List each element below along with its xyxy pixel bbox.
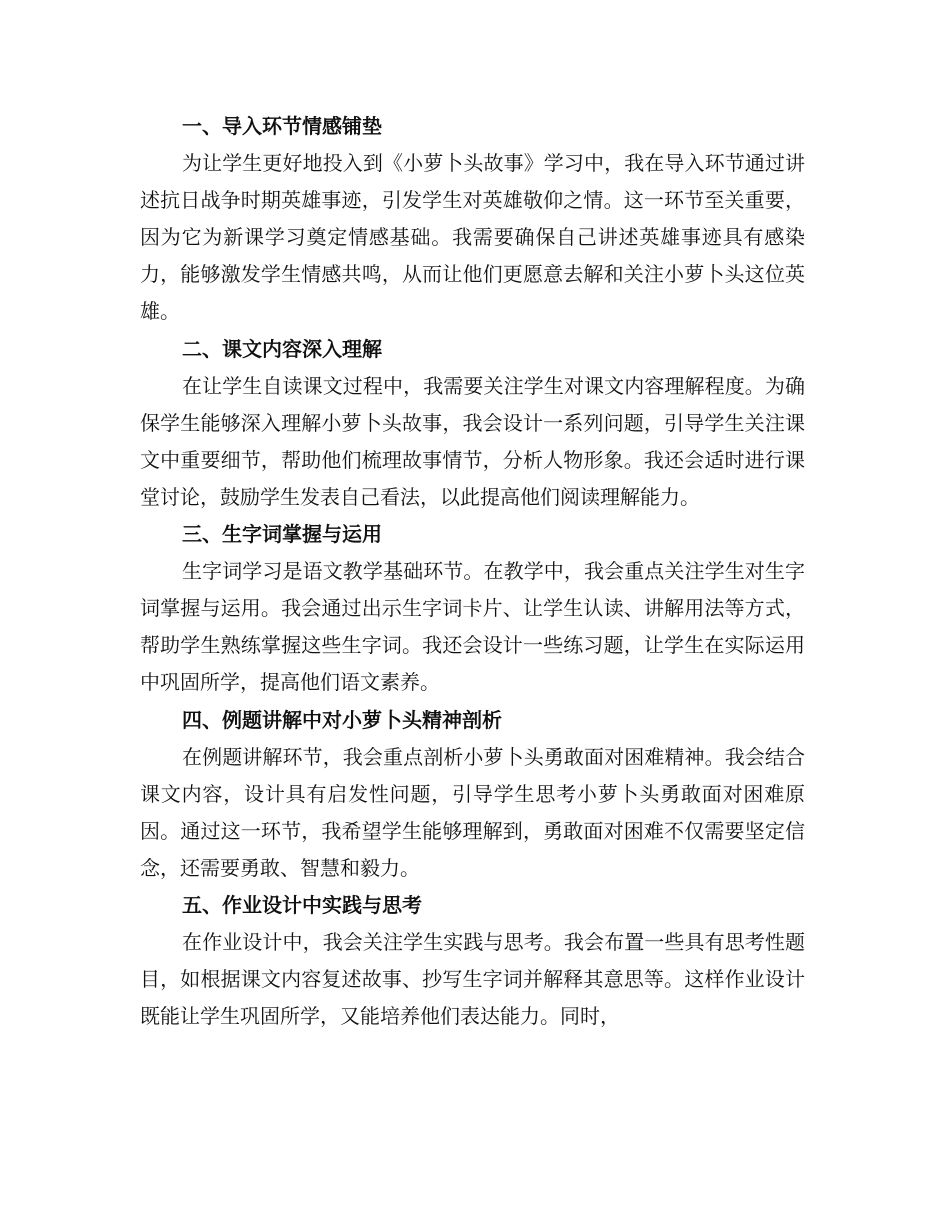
section-4 <box>140 702 805 887</box>
section-paragraph: 在让学生自读课文过程中，我需要关注学生对课文内容理解程度。为确保学生能够深入理解小萝卜头故事，我会设计一系列问题，引导学生关注课文中重要细节，帮助他们梳理故事情节，分析人物形象。我还会适时进行课堂讨论，鼓励学生发表自己看法，以此提高他们阅读理解能力。 <box>140 373 805 509</box>
section-heading: 五、作业设计中实践与思考 <box>182 892 422 917</box>
section-paragraph: 生字词学习是语文教学基础环节。在教学中，我会重点关注学生对生字词掌握与运用。我会通过出示生字词卡片、让学生认读、讲解用法等方式，帮助学生熟练掌握这些生字词。我还会设计一些练习题，让学生在实际运用中巩固所学，提高他们语文素养。 <box>140 559 805 695</box>
section-5 <box>140 887 805 1035</box>
section-paragraph: 在作业设计中，我会关注学生实践与思考。我会布置一些具有思考性题目，如根据课文内容复述故事、抄写生字词并解释其意思等。这样作业设计既能让学生巩固所学，又能培养他们表达能力。同时， <box>140 930 805 1029</box>
document-page <box>140 108 805 1035</box>
section-1 <box>140 108 805 331</box>
section-heading: 四、例题讲解中对小萝卜头精神剖析 <box>182 707 502 732</box>
section-2 <box>140 331 805 516</box>
section-3 <box>140 516 805 701</box>
section-paragraph: 在例题讲解环节，我会重点剖析小萝卜头勇敢面对困难精神。我会结合课文内容，设计具有启发性问题，引导学生思考小萝卜头勇敢面对困难原因。通过这一环节，我希望学生能够理解到，勇敢面对困难不仅需要坚定信念，还需要勇敢、智慧和毅力。 <box>140 744 805 880</box>
section-heading: 二、课文内容深入理解 <box>182 336 382 361</box>
section-paragraph: 为让学生更好地投入到《小萝卜头故事》学习中，我在导入环节通过讲述抗日战争时期英雄事迹，引发学生对英雄敬仰之情。这一环节至关重要，因为它为新课学习奠定情感基础。我需要确保自己讲述英雄事迹具有感染力，能够激发学生情感共鸣，从而让他们更愿意去解和关注小萝卜头这位英雄。 <box>140 151 805 324</box>
section-heading: 三、生字词掌握与运用 <box>182 522 382 547</box>
section-heading: 一、导入环节情感铺垫 <box>182 114 382 138</box>
